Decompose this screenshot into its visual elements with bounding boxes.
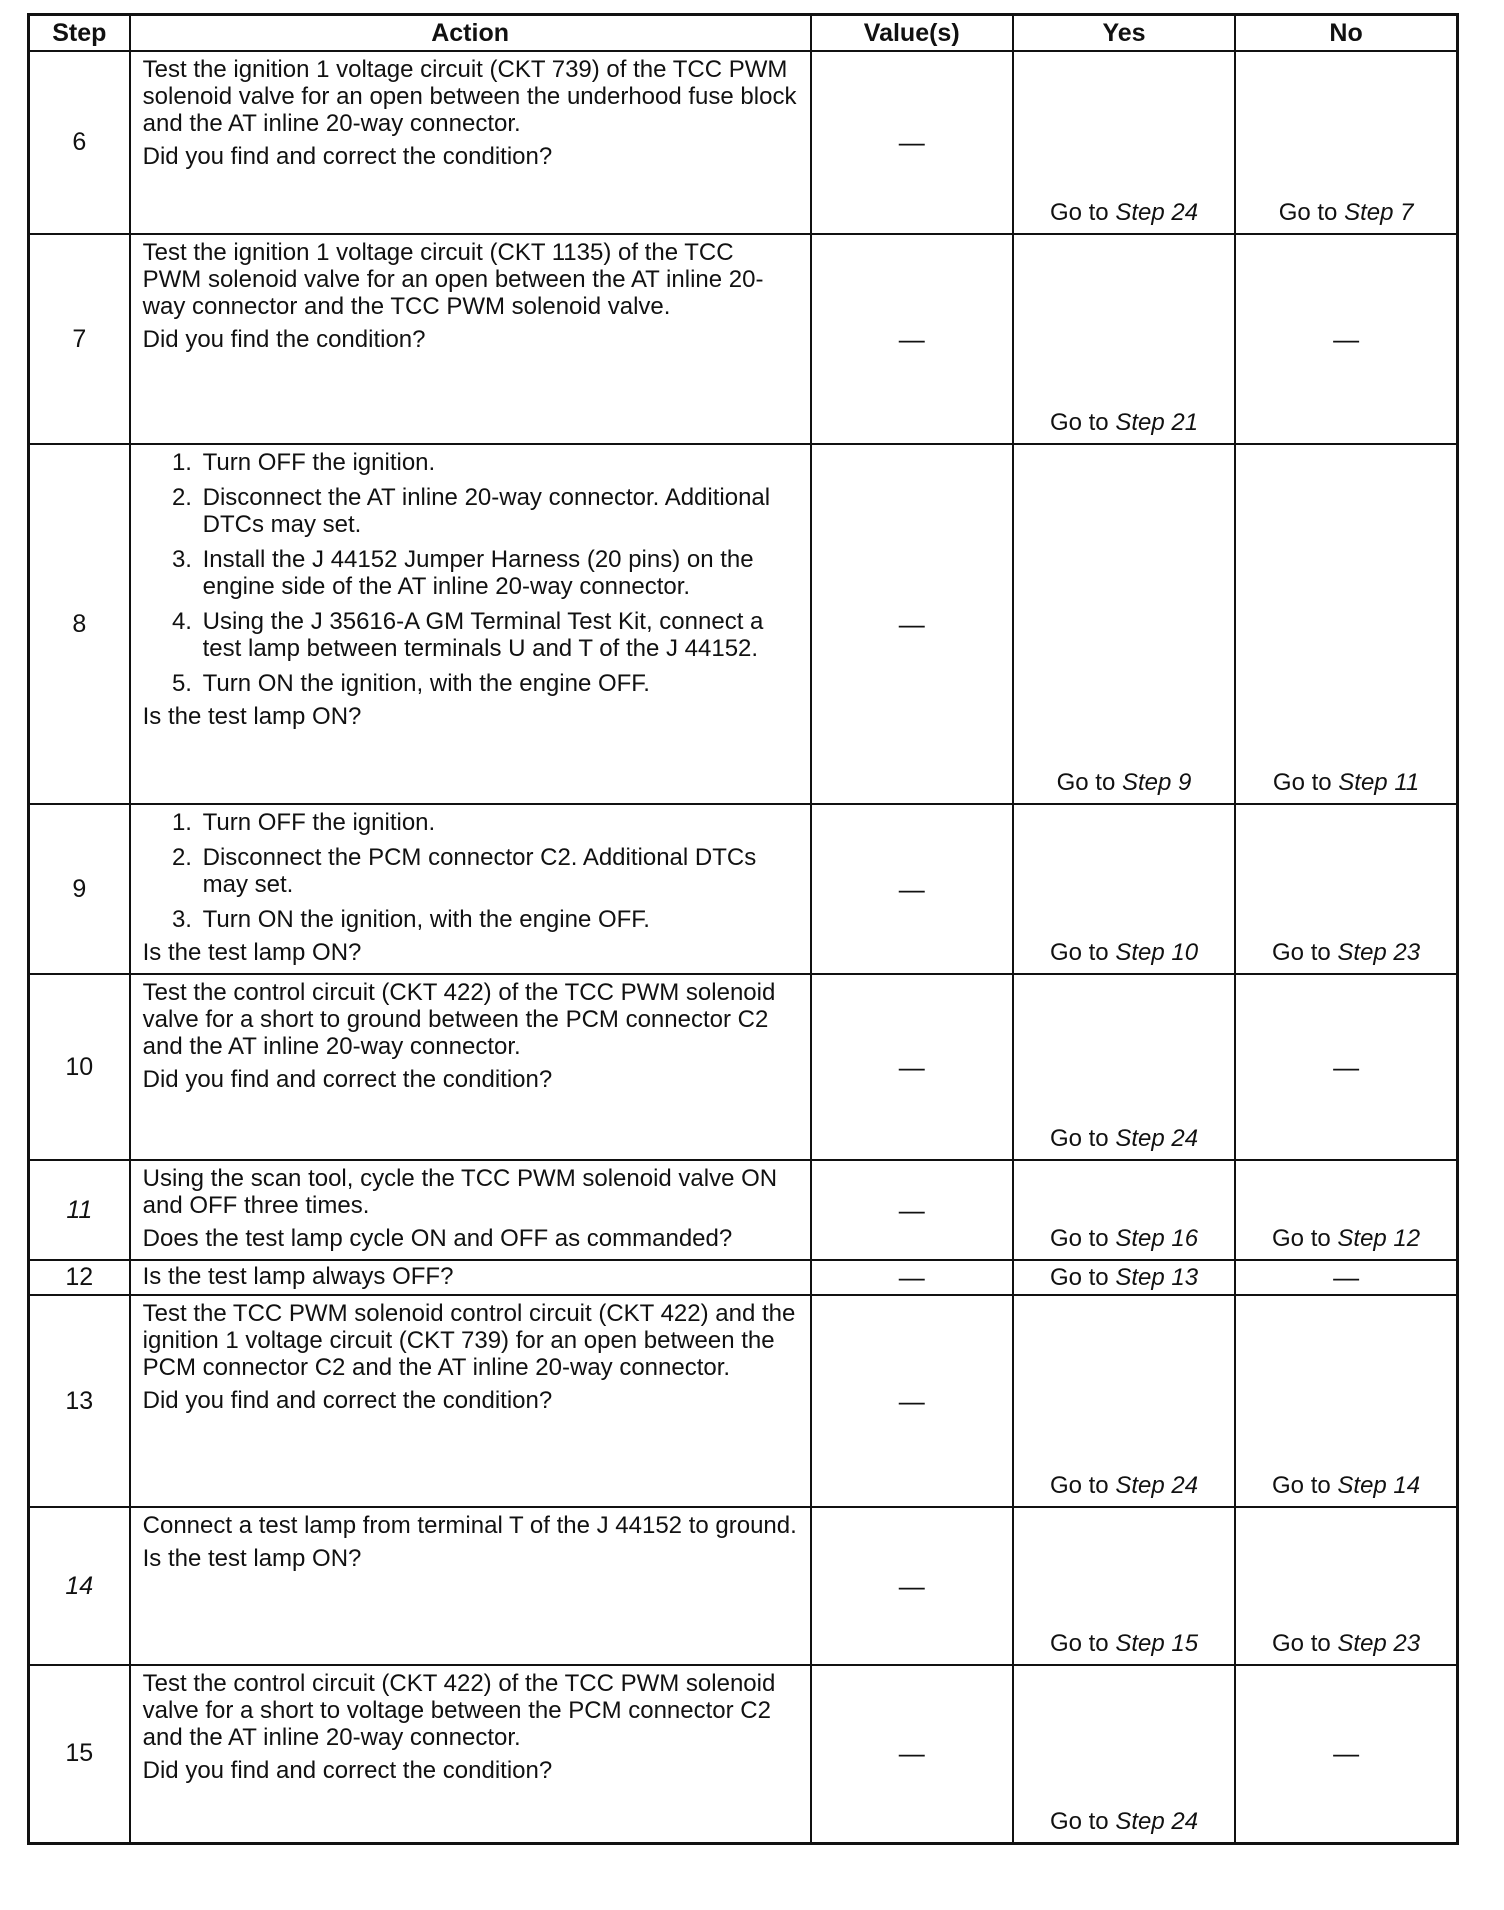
action-question: Is the test lamp ON? — [142, 939, 362, 966]
no-cell — [1235, 51, 1457, 234]
action-question: Is the test lamp ON? — [142, 1545, 362, 1572]
table-row — [29, 1507, 1458, 1665]
go-to-label: Go to — [1049, 1472, 1109, 1499]
table-row — [29, 1665, 1458, 1843]
action-text: Test the control circuit (CKT 422) of the TCC PWM solenoid valve for a short to voltage between the PCM connector C2 and the AT inline 20-way connector. — [142, 1670, 776, 1751]
no-cell: — — [1235, 1665, 1457, 1843]
header-step: Step — [29, 15, 130, 52]
table-row — [29, 234, 1458, 444]
step-number: 12 — [29, 1260, 130, 1295]
no-cell — [1235, 1507, 1457, 1665]
no-step-link: Step 14 — [1337, 1472, 1421, 1499]
list-item: 3. Install the J 44152 Jumper Harness (20 pins) on the engine side of the AT inline 20-way connector. — [199, 546, 798, 600]
action-cell — [130, 1160, 811, 1260]
yes-cell — [1013, 234, 1235, 444]
yes-cell — [1013, 1260, 1235, 1295]
no-cell: — — [1235, 234, 1457, 444]
value-cell: — — [811, 804, 1013, 974]
yes-step-link: Step 24 — [1115, 199, 1199, 226]
go-to-label: Go to — [1049, 409, 1109, 436]
action-text: Test the control circuit (CKT 422) of the TCC PWM solenoid valve for a short to ground between the PCM connector C2 and the AT inline 20-way connector. — [142, 979, 776, 1060]
go-to-label: Go to — [1272, 1225, 1331, 1252]
action-text: Connect a test lamp from terminal T of the J 44152 to ground. — [142, 1512, 797, 1539]
action-cell — [130, 1295, 811, 1507]
no-step-link: Step 7 — [1344, 199, 1414, 226]
yes-cell — [1013, 1507, 1235, 1665]
yes-step-link: Step 15 — [1115, 1630, 1199, 1657]
no-step-link: Step 11 — [1338, 769, 1420, 796]
yes-step-link: Step 9 — [1122, 769, 1192, 796]
no-cell — [1235, 804, 1457, 974]
action-steps-list — [143, 809, 798, 933]
no-step-link: Step 23 — [1337, 939, 1421, 966]
value-cell: — — [811, 1260, 1013, 1295]
no-cell: — — [1235, 1260, 1457, 1295]
yes-step-link: Step 24 — [1115, 1125, 1199, 1152]
action-question: Does the test lamp cycle ON and OFF as commanded? — [142, 1225, 733, 1252]
no-step-link: Step 23 — [1337, 1630, 1421, 1657]
yes-cell — [1013, 444, 1235, 804]
list-item: 5. Turn ON the ignition, with the engine OFF. — [199, 670, 798, 697]
header-yes: Yes — [1013, 15, 1235, 52]
action-question: Did you find and correct the condition? — [142, 1757, 553, 1784]
value-cell: — — [811, 1160, 1013, 1260]
action-cell — [130, 444, 811, 804]
no-cell: — — [1235, 974, 1457, 1160]
action-question: Did you find and correct the condition? — [142, 1387, 553, 1414]
action-question: Is the test lamp ON? — [142, 703, 362, 730]
go-to-label: Go to — [1049, 1263, 1109, 1291]
list-item: 4. Using the J 35616-A GM Terminal Test Kit, connect a test lamp between terminals U and T of the J 44152. — [199, 608, 798, 662]
table-row — [29, 974, 1458, 1160]
value-cell: — — [811, 1507, 1013, 1665]
step-number: 10 — [29, 974, 130, 1160]
go-to-label: Go to — [1056, 769, 1116, 796]
list-item: 2. Disconnect the PCM connector C2. Additional DTCs may set. — [199, 844, 798, 898]
no-cell — [1235, 1160, 1457, 1260]
action-cell — [130, 234, 811, 444]
no-cell — [1235, 1295, 1457, 1507]
value-cell: — — [811, 974, 1013, 1160]
header-no: No — [1235, 15, 1457, 52]
action-question: Did you find and correct the condition? — [142, 143, 553, 170]
go-to-label: Go to — [1278, 199, 1338, 226]
no-step-link: Step 12 — [1337, 1225, 1421, 1252]
go-to-label: Go to — [1272, 769, 1332, 796]
action-text: Test the ignition 1 voltage circuit (CKT 1135) of the TCC PWM solenoid valve for an open between the AT inline 20-way connector and the TCC PWM solenoid valve. — [142, 239, 764, 320]
action-cell — [130, 804, 811, 974]
step-number: 11 — [29, 1160, 130, 1260]
action-cell — [130, 974, 811, 1160]
yes-cell — [1013, 1665, 1235, 1843]
action-text: Using the scan tool, cycle the TCC PWM solenoid valve ON and OFF three times. — [142, 1165, 778, 1219]
yes-step-link: Step 13 — [1115, 1263, 1199, 1291]
header-action: Action — [130, 15, 811, 52]
yes-step-link: Step 16 — [1115, 1225, 1199, 1252]
action-cell — [130, 1507, 811, 1665]
diagnostic-table — [27, 13, 1459, 1845]
step-number: 13 — [29, 1295, 130, 1507]
action-question: Did you find and correct the condition? — [142, 1066, 553, 1093]
yes-cell — [1013, 974, 1235, 1160]
step-number: 14 — [29, 1507, 130, 1665]
yes-step-link: Step 24 — [1115, 1472, 1199, 1499]
go-to-label: Go to — [1049, 1125, 1109, 1152]
go-to-label: Go to — [1272, 1472, 1331, 1499]
table-row — [29, 51, 1458, 234]
go-to-label: Go to — [1049, 1225, 1109, 1252]
yes-step-link: Step 24 — [1115, 1807, 1199, 1835]
value-cell: — — [811, 444, 1013, 804]
action-cell — [130, 1260, 811, 1295]
go-to-label: Go to — [1049, 1807, 1109, 1835]
list-item: 2. Disconnect the AT inline 20-way connector. Additional DTCs may set. — [199, 484, 798, 538]
list-item: 3. Turn ON the ignition, with the engine OFF. — [199, 906, 798, 933]
table-row — [29, 1160, 1458, 1260]
action-cell — [130, 1665, 811, 1843]
action-question: Is the test lamp always OFF? — [142, 1263, 454, 1290]
go-to-label: Go to — [1272, 1630, 1331, 1657]
go-to-label: Go to — [1049, 199, 1109, 226]
header-values: Value(s) — [811, 15, 1013, 52]
value-cell: — — [811, 1295, 1013, 1507]
step-number: 9 — [29, 804, 130, 974]
value-cell: — — [811, 51, 1013, 234]
step-number: 8 — [29, 444, 130, 804]
value-cell: — — [811, 1665, 1013, 1843]
step-number: 6 — [29, 51, 130, 234]
yes-cell — [1013, 1160, 1235, 1260]
value-cell: — — [811, 234, 1013, 444]
go-to-label: Go to — [1049, 939, 1109, 966]
yes-step-link: Step 10 — [1115, 939, 1199, 966]
step-number: 15 — [29, 1665, 130, 1843]
list-item: 1. Turn OFF the ignition. — [199, 809, 798, 836]
action-text: Test the ignition 1 voltage circuit (CKT 739) of the TCC PWM solenoid valve for an open between the underhood fuse block and the AT inline 20-way connector. — [142, 56, 797, 137]
yes-cell — [1013, 804, 1235, 974]
action-text: Test the TCC PWM solenoid control circuit (CKT 422) and the ignition 1 voltage circuit (CKT 739) for an open between the PCM connector C2 and the AT inline 20-way connector. — [142, 1300, 796, 1381]
yes-cell — [1013, 1295, 1235, 1507]
table-row — [29, 804, 1458, 974]
step-number: 7 — [29, 234, 130, 444]
action-steps-list — [143, 449, 798, 697]
yes-cell — [1013, 51, 1235, 234]
list-item: 1. Turn OFF the ignition. — [199, 449, 798, 476]
action-cell — [130, 51, 811, 234]
table-row — [29, 444, 1458, 804]
go-to-label: Go to — [1272, 939, 1331, 966]
table-row — [29, 1260, 1458, 1295]
action-question: Did you find the condition? — [142, 326, 426, 353]
table-row — [29, 1295, 1458, 1507]
no-cell — [1235, 444, 1457, 804]
header-row — [29, 15, 1458, 52]
yes-step-link: Step 21 — [1115, 409, 1199, 436]
go-to-label: Go to — [1049, 1630, 1109, 1657]
